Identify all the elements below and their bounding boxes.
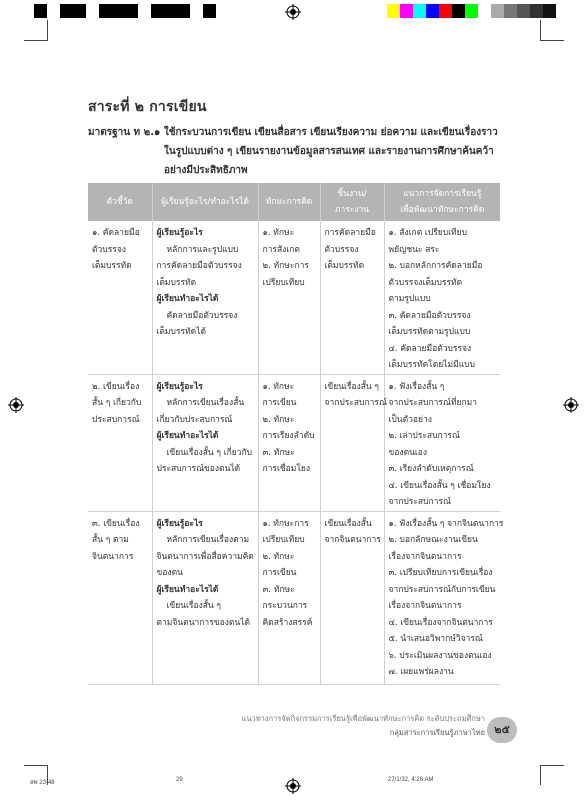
indicator-line: ๒. เขียนเรื่อง: [92, 381, 140, 392]
learning-line: ประสบการณ์ของตนได้: [156, 464, 241, 474]
footer-book-title: แนวทางการจัดกิจกรรมการเรียนรู้เพื่อพัฒนาทักษะการคิด ระดับประถมศึกษา: [241, 714, 485, 723]
indicator-line: จินตนาการ: [92, 551, 134, 562]
approach-line: จากประสบการณ์: [388, 497, 451, 507]
tasks-cell: [320, 374, 387, 511]
learning-line: ของตน: [156, 568, 183, 578]
indicator-line: สั้น ๆ เกี่ยวกับ: [92, 398, 142, 408]
indicator-line: ตัวบรรจง: [92, 244, 126, 255]
registration-mark-icon: [563, 397, 579, 413]
learning-cell: [152, 374, 258, 511]
skill-line: การสังเกต: [262, 244, 300, 255]
learning-line: เต็มบรรทัด: [156, 277, 197, 288]
registration-mark-icon: [285, 4, 301, 20]
learning-label: ผู้เรียนรู้อะไร: [156, 381, 203, 392]
approach-line: เรื่องจากจินตนาการ: [388, 601, 462, 611]
learning-cell: [152, 221, 258, 374]
skill-line: ๑. ทักษะการ: [262, 518, 309, 529]
slug-left: สพ 23-48: [30, 780, 55, 786]
table-row: [88, 511, 500, 684]
learning-line: เขียนเรื่องสั้น ๆ เกี่ยวกับ: [166, 447, 253, 458]
skill-line: ๒. ทักษะ: [262, 414, 295, 425]
learning-label: ผู้เรียนทำอะไรได้: [156, 294, 219, 304]
task-line: เขียนเรื่องสั้น: [324, 518, 372, 529]
approach-cell: [384, 511, 504, 684]
tasks-cell: [320, 511, 384, 684]
skills-cell: [258, 374, 320, 511]
registration-mark-icon: [8, 397, 24, 413]
task-line: ตัวบรรจง: [324, 244, 359, 255]
learning-label: ผู้เรียนทำอะไรได้: [156, 431, 219, 441]
task-line: เต็มบรรทัด: [324, 261, 365, 271]
learning-label: ผู้เรียนรู้อะไร: [156, 228, 203, 238]
approach-line: ๓. คัดลายมือตัวบรรจง: [388, 310, 471, 321]
skills-cell: [258, 511, 320, 684]
table-header-row: [88, 183, 500, 221]
learning-cell: [152, 511, 258, 684]
color-bar: [387, 4, 556, 18]
approach-cell: [384, 221, 500, 374]
task-line: จากจินตนาการ: [324, 535, 381, 545]
crop-mark: [540, 20, 541, 40]
skill-line: ๒. ทักษะการ: [262, 261, 309, 271]
skill-line: การเรียงลำดับ: [262, 431, 315, 441]
learning-label: ผู้เรียนรู้อะไร: [156, 518, 203, 529]
skill-line: กระบวนการ: [262, 601, 308, 611]
footer-subject: กลุ่มสาระการเรียนรู้ภาษาไทย: [389, 728, 485, 737]
standard-line: ในรูปแบบต่าง ๆ เขียนรายงานข้อมูลสารสนเทศ และรายงานการศึกษาค้นคว้า: [164, 146, 494, 157]
section-heading: สาระที่ ๒ การเขียน: [88, 99, 207, 115]
tasks-cell: [320, 221, 384, 374]
learning-line: ตามจินตนาการของตนได้: [156, 617, 250, 628]
approach-line: ๑. ฟังเรื่องสั้น ๆ จากจินตนาการ: [388, 518, 504, 529]
approach-line: เป็นตัวอย่าง: [388, 414, 432, 425]
column-header: แนวการจัดการเรียนรู้ เพื่อพัฒนาทักษะการคิด: [384, 183, 500, 221]
registration-mark-icon: [285, 778, 301, 794]
approach-line: ๒. บอกหลักการคัดลายมือ: [388, 261, 483, 271]
approach-line: จากประสบการณ์ที่ยกมา: [388, 398, 477, 408]
indicator-line: ๓. เขียนเรื่อง: [92, 518, 140, 529]
approach-line: ๔. เขียนเรื่องสั้น ๆ เชื่อมโยง: [388, 480, 491, 491]
skill-line: การเขียน: [262, 398, 297, 408]
curriculum-table: [88, 183, 504, 685]
standard-line: อย่างมีประสิทธิภาพ: [164, 165, 248, 176]
grayscale-bar: [34, 4, 216, 18]
table-row: [88, 374, 500, 511]
approach-line: ตามรูปแบบ: [388, 294, 431, 304]
task-line: การคัดลายมือ: [324, 228, 376, 238]
approach-line: ๔. เขียนเรื่องจากจินตนาการ: [388, 617, 493, 628]
approach-line: เรื่องจากจินตนาการ: [388, 551, 462, 562]
approach-line: เต็มบรรทัดตามรูปแบบ: [388, 327, 471, 337]
column-header: ตัวชี้วัด: [88, 183, 152, 221]
approach-line: เต็มบรรทัดโดยไม่มีแบบ: [388, 360, 475, 370]
skill-line: เปรียบเทียบ: [262, 535, 305, 545]
learning-line: หลักการเขียนเรื่องตาม: [166, 535, 250, 545]
approach-line: ๓. เรียงลำดับเหตุการณ์: [388, 464, 474, 474]
column-header: ผู้เรียนรู้อะไร/ทำอะไรได้: [152, 183, 258, 221]
skill-line: คิดสร้างสรรค์: [262, 617, 313, 628]
skill-line: ๑. ทักษะ: [262, 381, 295, 392]
indicator-line: ประสบการณ์: [92, 414, 140, 425]
approach-line: ๗. เผยแพร่ผลงาน: [388, 667, 454, 677]
learning-line: จินตนาการเพื่อสื่อความคิด: [156, 551, 254, 562]
crop-mark: [24, 40, 48, 41]
crop-mark: [540, 765, 541, 785]
indicator-cell: [88, 374, 152, 511]
table-row: [88, 221, 500, 374]
standard-statement: [88, 123, 508, 180]
approach-line: ๖. ประเมินผลงานของตนเอง: [388, 650, 492, 661]
slug-mid: 29: [176, 777, 183, 783]
task-line: เขียนเรื่องสั้น ๆ: [324, 381, 379, 392]
crop-mark: [24, 765, 48, 766]
skill-line: การเขียน: [262, 568, 297, 578]
indicator-line: เต็มบรรทัด: [92, 261, 132, 271]
crop-mark: [540, 40, 564, 41]
learning-line: เกี่ยวกับประสบการณ์: [156, 414, 233, 425]
approach-line: ๑. ฟังเรื่องสั้น ๆ: [388, 381, 445, 392]
skill-line: ๓. ทักษะ: [262, 584, 295, 595]
approach-line: ๒. บอกลักษณะงานเขียน: [388, 535, 478, 545]
learning-line: หลักการและรูปแบบ: [166, 244, 239, 255]
approach-line: ๓. เปรียบเทียบการเขียนเรื่อง: [388, 568, 493, 578]
indicator-line: สั้น ๆ ตาม: [92, 535, 129, 545]
skill-line: ๒. ทักษะ: [262, 551, 295, 562]
slug-right: 27/1/32, 4:28 AM: [388, 777, 434, 783]
learning-line: คัดลายมือตัวบรรจง: [166, 310, 238, 321]
skill-line: การเชื่อมโยง: [262, 464, 311, 474]
approach-line: ๔. คัดลายมือตัวบรรจง: [388, 343, 472, 354]
approach-line: ตัวบรรจงเต็มบรรทัด: [388, 277, 463, 288]
skills-cell: [258, 221, 320, 374]
learning-line: เต็มบรรทัดได้: [156, 327, 206, 337]
approach-line: ของตนเอง: [388, 447, 428, 458]
skill-line: ๓. ทักษะ: [262, 447, 295, 458]
column-header: ชิ้นงาน/ ภาระงาน: [320, 183, 384, 221]
standard-line: มาตรฐาน ท ๒.๑ ใช้กระบวนการเขียน เขียนสื่อสาร เขียนเรียงความ ย่อความ และเขียนเรื่องราว: [88, 127, 498, 138]
approach-line: พยัญชนะ สระ: [388, 244, 440, 255]
approach-line: ๒. เล่าประสบการณ์: [388, 431, 460, 441]
crop-mark: [47, 20, 48, 40]
page-number: ๒๕: [487, 717, 517, 743]
learning-line: เขียนเรื่องสั้น ๆ: [166, 601, 221, 611]
approach-line: ๑. สังเกต เปรียบเทียบ: [388, 228, 468, 238]
indicator-cell: [88, 221, 152, 374]
indicator-line: ๑. คัดลายมือ: [92, 228, 140, 238]
indicator-cell: [88, 511, 152, 684]
learning-label: ผู้เรียนทำอะไรได้: [156, 584, 219, 595]
approach-line: จากประสบการณ์กับการเขียน: [388, 584, 496, 595]
learning-line: หลักการเขียนเรื่องสั้น: [166, 398, 245, 408]
learning-line: การคัดลายมือตัวบรรจง: [156, 261, 242, 271]
approach-cell: [384, 374, 500, 511]
crop-mark: [540, 765, 564, 766]
approach-line: ๕. นำเสนอวิพากษ์วิจารณ์: [388, 634, 483, 644]
footer-text: [242, 712, 485, 740]
skill-line: ๑. ทักษะ: [262, 228, 295, 238]
skill-line: เปรียบเทียบ: [262, 277, 305, 288]
column-header: ทักษะการคิด: [258, 183, 320, 221]
task-line: จากประสบการณ์: [324, 398, 387, 408]
